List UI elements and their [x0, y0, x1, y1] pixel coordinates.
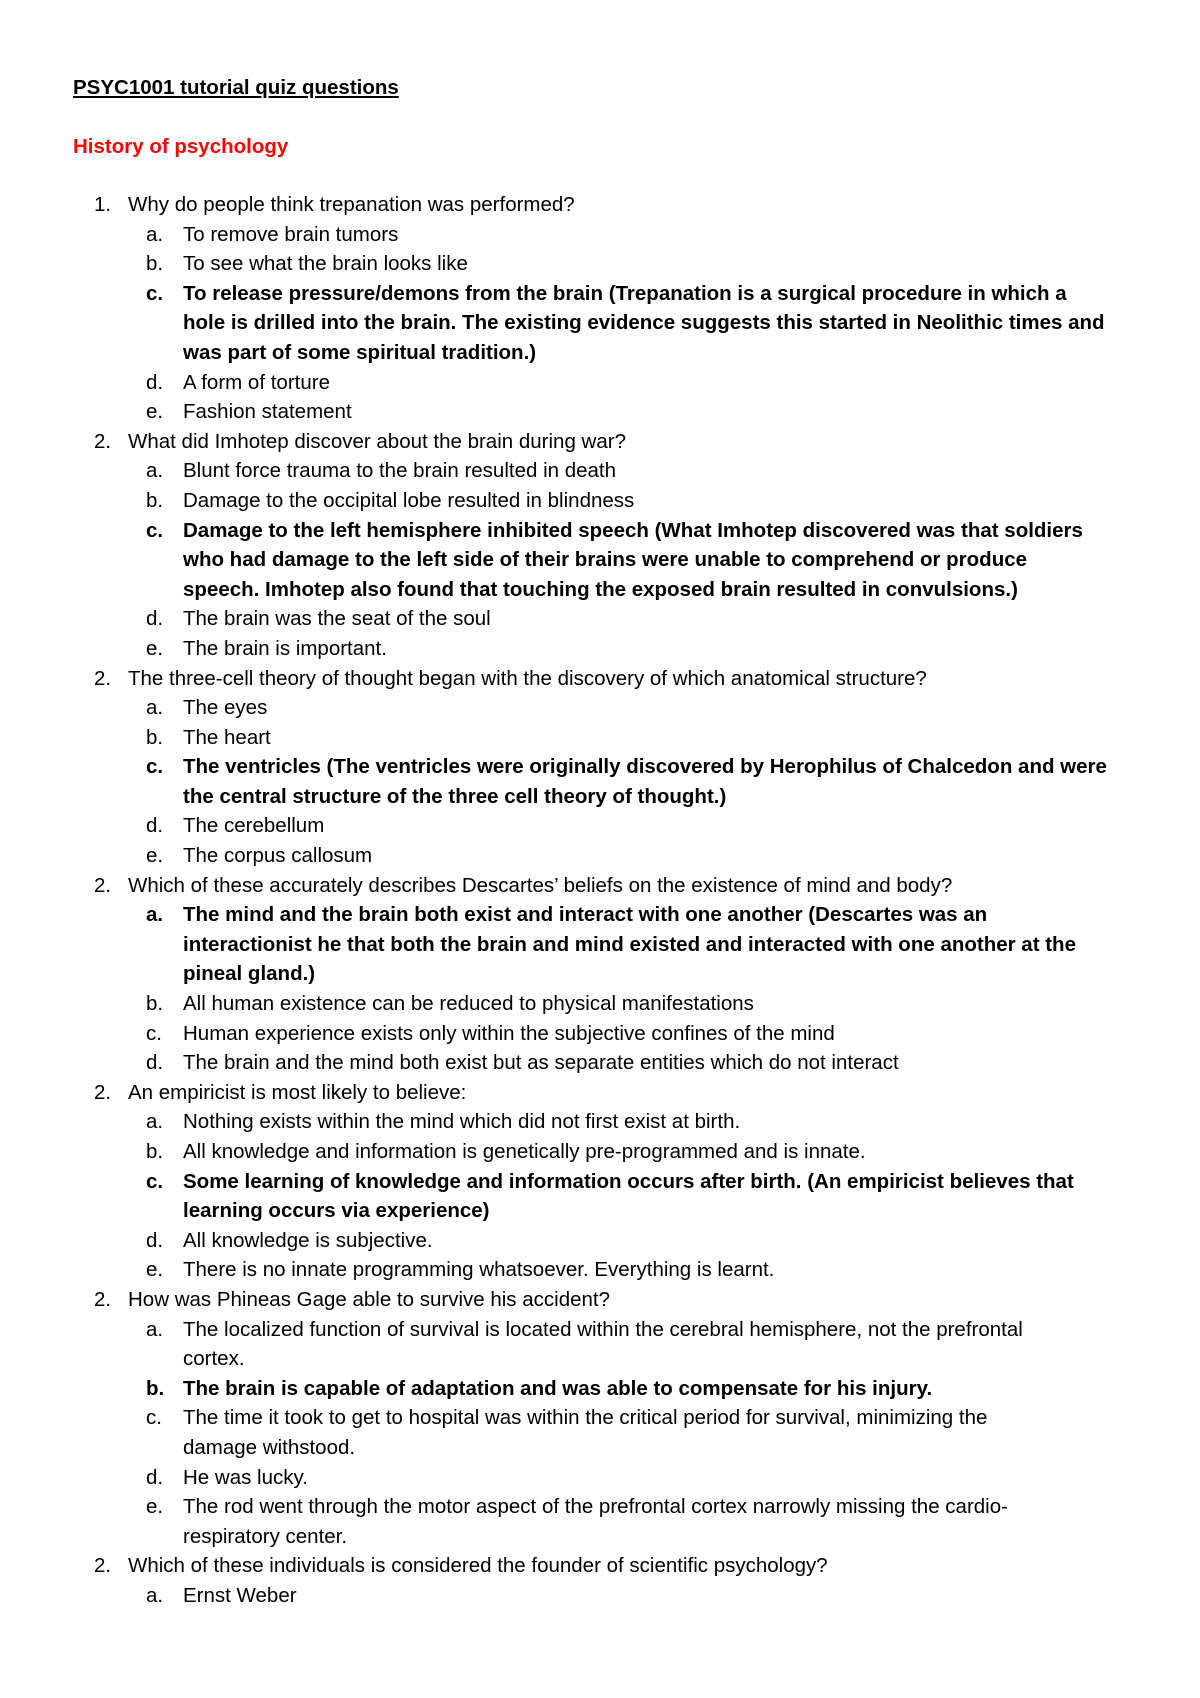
option-text: To release pressure/demons from the brain (Trepanation is a surgical procedure in which a: [183, 281, 1067, 305]
question: [0, 190, 1200, 220]
answer-option: [0, 1019, 1200, 1049]
option-text: The cerebellum: [183, 814, 325, 838]
option-letter: d.: [146, 1051, 164, 1075]
option-letter: d.: [146, 814, 164, 838]
answer-option-continuation: [0, 930, 1200, 960]
option-text: Blunt force trauma to the brain resulted in death: [183, 459, 617, 483]
question: [0, 871, 1200, 901]
option-text: To remove brain tumors: [183, 222, 399, 246]
answer-option-continuation: [0, 545, 1200, 575]
answer-option: [0, 811, 1200, 841]
question-block: [0, 190, 1200, 427]
option-letter: c.: [146, 518, 164, 542]
option-letter: d.: [146, 370, 164, 394]
answer-option-continuation: [0, 338, 1200, 368]
question-text: How was Phineas Gage able to survive his accident?: [128, 1287, 611, 1311]
question-number: 2.: [94, 1554, 112, 1578]
option-letter: e.: [146, 1258, 164, 1282]
question-block: [0, 664, 1200, 871]
answer-option: [0, 1581, 1200, 1611]
option-text: damage withstood.: [183, 1435, 356, 1459]
question-number: 2.: [94, 666, 112, 690]
answer-option: [0, 456, 1200, 486]
option-text: The corpus callosum: [183, 844, 373, 868]
answer-option-continuation: [0, 1433, 1200, 1463]
option-text: learning occurs via experience): [183, 1199, 490, 1223]
option-text: The brain is capable of adaptation and was able to compensate for his injury.: [183, 1376, 933, 1400]
option-letter: b.: [146, 488, 164, 512]
answer-option-continuation: [0, 1522, 1200, 1552]
question: [0, 1285, 1200, 1315]
option-text: He was lucky.: [183, 1465, 308, 1489]
option-text: The brain and the mind both exist but as separate entities which do not interact: [183, 1051, 899, 1075]
option-text: Fashion statement: [183, 400, 352, 424]
answer-option: [0, 1492, 1200, 1522]
question-list: [0, 190, 1200, 1611]
answer-option: [0, 1107, 1200, 1137]
question-block: [0, 1285, 1200, 1551]
option-text: All human existence can be reduced to physical manifestations: [183, 992, 754, 1016]
option-text: Damage to the occipital lobe resulted in blindness: [183, 488, 635, 512]
answer-option-continuation: [0, 959, 1200, 989]
answer-option: [0, 752, 1200, 782]
option-text: The brain is important.: [183, 636, 387, 660]
option-text: The rod went through the motor aspect of the prefrontal cortex narrowly missing the cardio-: [183, 1495, 1008, 1519]
option-text: The heart: [183, 725, 271, 749]
option-text: The ventricles (The ventricles were originally discovered by Herophilus of Chalcedon and were: [183, 755, 1107, 779]
option-text: There is no innate programming whatsoever. Everything is learnt.: [183, 1258, 775, 1282]
answer-option: [0, 1403, 1200, 1433]
answer-option: [0, 693, 1200, 723]
question: [0, 1078, 1200, 1108]
option-letter: c.: [146, 755, 164, 779]
question-block: [0, 871, 1200, 1078]
answer-option: [0, 1048, 1200, 1078]
question-number: 2.: [94, 1080, 112, 1104]
option-text: respiratory center.: [183, 1524, 348, 1548]
option-text: cortex.: [183, 1347, 245, 1371]
option-text: hole is drilled into the brain. The existing evidence suggests this started in Neolithic times and: [183, 311, 1105, 335]
question-number: 2.: [94, 873, 112, 897]
option-text: speech. Imhotep also found that touching the exposed brain resulted in convulsions.): [183, 577, 1018, 601]
option-letter: a.: [146, 1317, 164, 1341]
option-text: Some learning of knowledge and information occurs after birth. (An empiricist believes that: [183, 1169, 1074, 1193]
document-title: PSYC1001 tutorial quiz questions: [73, 76, 399, 99]
answer-option: [0, 1137, 1200, 1167]
option-letter: e.: [146, 844, 164, 868]
option-letter: b.: [146, 252, 164, 276]
question-text: What did Imhotep discover about the brain during war?: [128, 429, 626, 453]
option-letter: b.: [146, 1376, 165, 1400]
question-text: Which of these accurately describes Descartes’ beliefs on the existence of mind and body?: [128, 873, 953, 897]
answer-option: [0, 634, 1200, 664]
option-text: interactionist he that both the brain and mind existed and interacted with one another at the: [183, 932, 1076, 956]
answer-option: [0, 1255, 1200, 1285]
option-text: The brain was the seat of the soul: [183, 607, 491, 631]
answer-option: [0, 1226, 1200, 1256]
option-text: The time it took to get to hospital was within the critical period for survival, minimizing the: [183, 1406, 988, 1430]
option-text: All knowledge and information is genetically pre-programmed and is innate.: [183, 1140, 866, 1163]
answer-option: [0, 220, 1200, 250]
option-letter: c.: [146, 281, 164, 305]
option-text: who had damage to the left side of their brains were unable to comprehend or produce: [183, 548, 1028, 572]
option-letter: b.: [146, 1140, 164, 1163]
option-text: Human experience exists only within the subjective confines of the mind: [183, 1021, 835, 1045]
option-letter: a.: [146, 1110, 164, 1134]
question: [0, 427, 1200, 457]
question-block: [0, 1551, 1200, 1610]
option-letter: b.: [146, 725, 164, 749]
option-letter: a.: [146, 459, 164, 483]
option-letter: e.: [146, 1495, 164, 1519]
option-letter: d.: [146, 1465, 164, 1489]
answer-option: [0, 604, 1200, 634]
answer-option: [0, 279, 1200, 309]
answer-option: [0, 1463, 1200, 1493]
question-number: 1.: [94, 193, 112, 216]
answer-option: [0, 1167, 1200, 1197]
answer-option-continuation: [0, 782, 1200, 812]
option-text: the central structure of the three cell theory of thought.): [183, 784, 727, 808]
option-text: All knowledge is subjective.: [183, 1228, 433, 1252]
question-text: The three-cell theory of thought began with the discovery of which anatomical structure?: [128, 666, 927, 690]
question: [0, 664, 1200, 694]
answer-option: [0, 397, 1200, 427]
section-heading: History of psychology: [73, 135, 289, 158]
answer-option: [0, 989, 1200, 1019]
answer-option-continuation: [0, 575, 1200, 605]
option-text: The localized function of survival is located within the cerebral hemisphere, not the prefrontal: [183, 1317, 1023, 1341]
question-text: An empiricist is most likely to believe:: [128, 1080, 467, 1104]
option-letter: d.: [146, 1228, 164, 1252]
option-letter: a.: [146, 222, 164, 246]
answer-option-continuation: [0, 1344, 1200, 1374]
answer-option: [0, 516, 1200, 546]
question: [0, 1551, 1200, 1581]
option-text: was part of some spiritual tradition.): [183, 340, 537, 364]
option-text: Nothing exists within the mind which did not first exist at birth.: [183, 1110, 741, 1134]
option-text: The mind and the brain both exist and interact with one another (Descartes was an: [183, 903, 988, 927]
answer-option-continuation: [0, 308, 1200, 338]
question-block: [0, 427, 1200, 664]
option-text: pineal gland.): [183, 962, 316, 986]
answer-option: [0, 1374, 1200, 1404]
answer-option-continuation: [0, 1196, 1200, 1226]
answer-option: [0, 249, 1200, 279]
option-text: The eyes: [183, 696, 268, 720]
option-text: To see what the brain looks like: [183, 252, 468, 276]
answer-option: [0, 368, 1200, 398]
question-number: 2.: [94, 1287, 112, 1311]
answer-option: [0, 486, 1200, 516]
option-text: Ernst Weber: [183, 1583, 297, 1607]
option-text: A form of torture: [183, 370, 330, 394]
option-letter: a.: [146, 696, 164, 720]
answer-option: [0, 723, 1200, 753]
answer-option: [0, 1315, 1200, 1345]
option-text: Damage to the left hemisphere inhibited speech (What Imhotep discovered was that soldiers: [183, 518, 1083, 542]
question-block: [0, 1078, 1200, 1285]
answer-option: [0, 841, 1200, 871]
option-letter: c.: [146, 1406, 162, 1430]
question-number: 2.: [94, 429, 112, 453]
option-letter: c.: [146, 1169, 164, 1193]
option-letter: a.: [146, 903, 164, 927]
option-letter: c.: [146, 1021, 162, 1045]
option-letter: d.: [146, 607, 164, 631]
option-letter: a.: [146, 1583, 164, 1607]
question-text: Why do people think trepanation was performed?: [128, 193, 575, 216]
option-letter: e.: [146, 636, 164, 660]
answer-option: [0, 900, 1200, 930]
option-letter: e.: [146, 400, 164, 424]
option-letter: b.: [146, 992, 164, 1016]
question-text: Which of these individuals is considered the founder of scientific psychology?: [128, 1554, 828, 1578]
